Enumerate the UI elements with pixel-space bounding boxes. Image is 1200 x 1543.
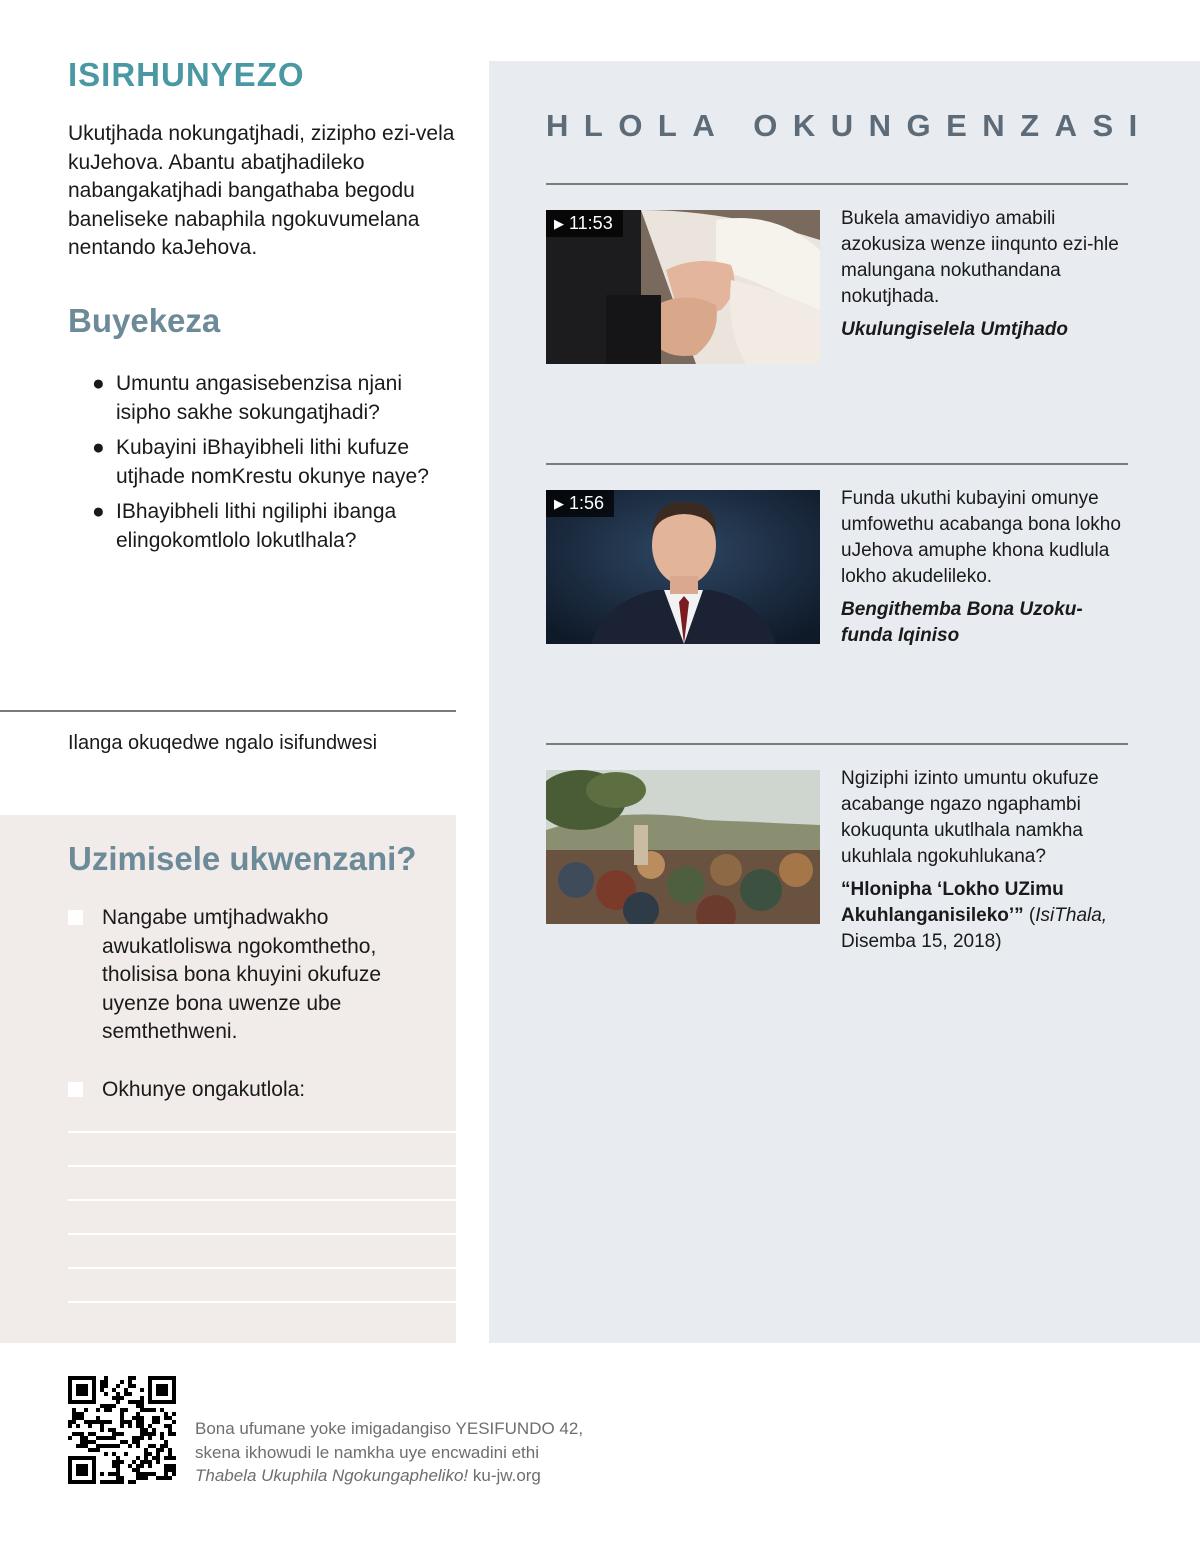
footer-text <box>195 1417 655 1488</box>
article-description-block <box>841 766 1126 955</box>
publication-name: IsiThala, <box>1035 905 1108 926</box>
bullet-icon: ● <box>92 436 105 459</box>
review-item <box>90 370 460 427</box>
footer-line: Bona ufumane yoke imigadangiso YESIFUNDO 42, <box>195 1419 584 1438</box>
writing-line[interactable] <box>68 1301 456 1303</box>
explore-heading: HLOLA OKUNGENZASI <box>546 108 1153 143</box>
bullet-icon: ● <box>92 372 105 395</box>
source-open: ( <box>1023 905 1036 926</box>
goal-checkbox-item[interactable] <box>68 904 438 1047</box>
goal-checkbox-item[interactable] <box>68 1076 438 1105</box>
divider <box>546 183 1128 185</box>
goal-item-text: Nangabe umtjhadwakho awukatloliswa ngokomthetho, tholisisa bona khuyini okufuze uyenze bona uwenze ube semthethweni. <box>102 906 382 1043</box>
video-description-block <box>841 206 1126 343</box>
video-description: Funda ukuthi kubayini omunye umfowethu acabanga bona lokho uJehova amuphe khona kudlula lokho akudelileko. <box>841 488 1121 587</box>
footer-line: skena ikhowudi le namkha uye encwadini ethi <box>195 1442 539 1462</box>
crowd-painting-image <box>546 770 820 924</box>
goal-item-text: Okhunye ongakutlola: <box>102 1078 306 1101</box>
video-thumbnail[interactable] <box>546 210 820 364</box>
writing-line[interactable] <box>68 1131 456 1133</box>
divider <box>546 463 1128 465</box>
checkbox[interactable] <box>68 910 83 925</box>
review-item <box>90 498 460 555</box>
article-reference <box>841 877 1126 955</box>
completion-date-label: Ilanga okuqedwe ngalo isifundwesi <box>68 732 378 754</box>
article-description: Ngiziphi izinto umuntu okufuze acabange ngazo ngaphambi kokuqunta ukutlhala namkha ukuhlala ngokuhlukana? <box>841 768 1099 867</box>
footer-line <box>195 1464 655 1488</box>
article-image[interactable] <box>546 770 820 924</box>
review-item-text: IBhayibheli lithi ngiliphi ibanga elingokomtlolo lokutlhala? <box>116 500 397 552</box>
duration: 11:53 <box>569 213 613 233</box>
video-title-link[interactable]: Ukulungiselela Umtjhado <box>841 319 1068 340</box>
play-icon: ▶ <box>554 495 564 511</box>
summary-text: Ukutjhada nokungatjhadi, zizipho ezi-vela kuJehova. Abantu abatjhadileko nabangakatjhadi bangathaba begodu baneliseke nabaphila ngokuvumelana nentando kaJehova. <box>68 122 455 259</box>
video-title-link[interactable]: Bengithemba Bona Uzoku-funda Iqiniso <box>841 599 1083 646</box>
summary-heading: ISIRHUNYEZO <box>68 56 305 93</box>
duration-badge <box>546 210 623 237</box>
bullet-icon: ● <box>92 500 105 523</box>
video-thumbnail[interactable] <box>546 490 820 644</box>
divider <box>0 710 456 712</box>
website-link[interactable]: ku-jw.org <box>468 1466 541 1485</box>
review-item <box>90 434 460 491</box>
checkbox[interactable] <box>68 1082 83 1097</box>
review-item-text: Umuntu angasisebenzisa njani isipho sakhe sokungatjhadi? <box>116 372 403 424</box>
review-list <box>90 370 460 562</box>
review-item-text: Kubayini iBhayibheli lithi kufuze utjhade nomKrestu okunye naye? <box>116 436 429 488</box>
video-description-block <box>841 486 1126 649</box>
duration-badge <box>546 490 614 517</box>
writing-line[interactable] <box>68 1267 456 1269</box>
play-icon: ▶ <box>554 215 564 231</box>
goal-heading: Uzimisele ukwenzani? <box>68 840 417 877</box>
book-title: Thabela Ukuphila Ngokungapheliko! <box>195 1466 469 1485</box>
divider <box>546 743 1128 745</box>
publication-date: Disemba 15, 2018) <box>841 931 1002 952</box>
qr-code-icon[interactable] <box>68 1376 176 1484</box>
video-description: Bukela amavidiyo amabili azokusiza wenze iinqunto ezi-hle malungana nokuthandana nokutjhada. <box>841 208 1119 307</box>
duration: 1:56 <box>569 493 605 513</box>
writing-line[interactable] <box>68 1199 456 1201</box>
review-heading: Buyekeza <box>68 302 221 339</box>
article-title-link[interactable]: “Hlonipha ‘Lokho UZimu Akuhlanganisileko’” <box>841 879 1064 926</box>
writing-line[interactable] <box>68 1165 456 1167</box>
writing-line[interactable] <box>68 1233 456 1235</box>
